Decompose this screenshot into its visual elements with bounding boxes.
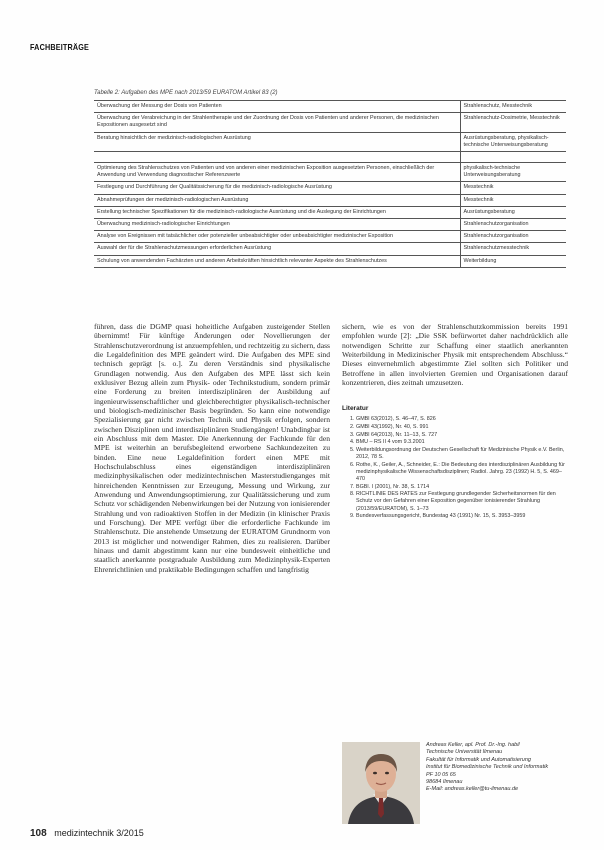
area-cell: Strahlenschutz-Dosimetrie, Messtechnik bbox=[460, 113, 566, 132]
task-cell: Überwachung der Messung der Dosis von Patienten bbox=[94, 101, 460, 113]
task-cell: Überwachung medizinisch-radiologischer Einrichtungen bbox=[94, 219, 460, 231]
task-cell: Beratung hinsichtlich der medizinisch-radiologischen Ausrüstung bbox=[94, 132, 460, 151]
area-cell: Strahlenschutz, Messtechnik bbox=[460, 101, 566, 113]
table-row bbox=[94, 163, 566, 182]
area-cell: Ausrüstungsberatung bbox=[460, 206, 566, 218]
table-row bbox=[94, 243, 566, 255]
task-cell: Analyse von Ereignissen mit tatsächlicher oder potenzieller unbeabsichtigter oder unbeabsichtigter medizinischer Exposition bbox=[94, 231, 460, 243]
right-column bbox=[342, 322, 568, 521]
reference-item: 1. GMBl 63(2012), S. 46–47, S. 826 bbox=[356, 416, 568, 423]
author-line: Institut für Biomedizinische Technik und Informatik bbox=[426, 764, 549, 771]
body-text-left: führen, dass die DGMP quasi hoheitliche Aufgaben zusteigender Stellen übernimmt! Für künftige Änderungen oder Novellierungen der Strahlenschutzverordnung ist anzuempfehlen, und rechtzeitig zu sichern, dass die Legaldefinition des MPE geändert wird. Die Aufgaben des MPE sind technisch geprägt [s. o.]. Zu deren Verständnis sind physikalische Grundlagen notwendig. Aus den Aufgaben des MPE lässt sich kein exklusiver Bezug allein zum Physik- oder Technikstudium, sondern primär eine Forderung zu breiten interdisziplinären der Ausbildung auf ingenieurwissenschaftlicher und gleichberechtigter physikalisch-technischer und biologisch-medizinischer Basis begründen. So kann eine notwendige Spezialisierung gar nicht zwischen Technik und Physik erfolgen, sondern zwischen Disziplinen und interdisziplinären Studiengängen! Unabdingbar ist ein Abschluss mit dem Master. Die Anerkennung der Fachkunde für den MPE ist weiterhin an berufsbegleitend erworbene Sachkundezeiten zu binden. Eine neue Legaldefinition fordert einen MPE mit Hochschulabschluss eines eigenständigen interdisziplinären medizinphysikalischen oder medizintechnischen Masterstudienganges mit hinreichenden Kenntnissen zur Erzeugung, Messung und Wirkung, zur Anwendung und Anwendungsoptimierung, zur Qualitätssicherung und zum Schutz vor schädigenden Nebenwirkungen bei der Nutzung von ionisierender Strahlung und von radioaktiven Stoffen in der Medizin (in klinischer Praxis und Forschung). Der MPE verfügt über die erforderliche Fachkunde im Strahlenschutz. Die anstehende Umsetzung der EURATOM Grundnorm von 2013 ist möglicher und notwendiger Rahmen, dies zu realisieren. Darüber hinaus und damit abgestimmt kann nur eine bundesweit einheitliche und staatlich anerkannte postgraduale Ausbildung zum Medizinphysik-Experten Ehrenrichtlinien und praktikable Bedingungen schaffen und langfristig bbox=[94, 322, 330, 574]
author-portrait bbox=[342, 742, 420, 824]
area-cell: Weiterbildung bbox=[460, 255, 566, 267]
author-info bbox=[426, 742, 568, 794]
reference-item: 8. RICHTLINIE DES RATES zur Festlegung grundlegender Sicherheitsnormen für den Schutz vor den Gefahren einer Exposition gegenüber ionisierender Strahlung (2013/59/EURATOM), S. 1–73 bbox=[356, 491, 568, 512]
author-email: E-Mail: andreas.keller@tu-ilmenau.de bbox=[426, 786, 519, 793]
task-cell: Abnahmeprüfungen der medizinisch-radiologischen Ausrüstung bbox=[94, 194, 460, 206]
task-table bbox=[94, 100, 566, 268]
table-row bbox=[94, 206, 566, 218]
author-line: Fakultät für Informatik und Automatisierung bbox=[426, 756, 531, 763]
reference-item: 6. Rothe, K., Geiler, A., Schneider, E.: Die Bedeutung des interdisziplinären Ausbildung für medizinphysikalische Wissenschaftsdisziplinen; Radiol. Jahrg. 23 (1992) H. 5, S. 469–470 bbox=[356, 462, 568, 483]
table-row bbox=[94, 255, 566, 267]
area-cell: physikalisch-technische Unterweisungsberatung bbox=[460, 163, 566, 182]
area-cell: Messtechnik bbox=[460, 194, 566, 206]
task-cell: Optimierung des Strahlenschutzes von Patienten und von anderen einer medizinischen Exposition ausgesetzten Personen, einschließlich der Anwendung und Verwendung diagnostischer Referenzwerte bbox=[94, 163, 460, 182]
table-row bbox=[94, 231, 566, 243]
reference-item: 7. BGBl. I (2001), Nr. 38, S. 1714 bbox=[356, 484, 568, 491]
reference-item: 3. GMBl 64(2013), Nr. 11–13, S. 727 bbox=[356, 432, 568, 439]
table-row bbox=[94, 132, 566, 151]
left-column bbox=[94, 322, 330, 574]
table-spacer bbox=[94, 152, 566, 163]
page-number: 108 bbox=[30, 828, 47, 839]
task-cell: Auswahl der für die Strahlenschutzmessungen erforderlichen Ausrüstung bbox=[94, 243, 460, 255]
reference-list bbox=[342, 416, 568, 520]
reference-item: 2. GMBl 43(1992), Nr. 40, S. 991 bbox=[356, 424, 568, 431]
area-cell: Ausrüstungsberatung, physikalisch-technische Unterweisungsberatung bbox=[460, 132, 566, 151]
literature-title: Literatur bbox=[342, 405, 369, 413]
table-row bbox=[94, 194, 566, 206]
table-row bbox=[94, 101, 566, 113]
area-cell: Strahlenschutzorganisation bbox=[460, 231, 566, 243]
page-footer bbox=[30, 828, 144, 839]
table-row bbox=[94, 219, 566, 231]
table-row bbox=[94, 113, 566, 132]
journal-name: medizintechnik 3/2015 bbox=[54, 828, 144, 838]
body-text-right: sichern, wie es von der Strahlenschutzkommission bereits 1991 empfohlen wurde [2]: „Die SSK befürwortet daher nachdrücklich alle notwendigen Schritte zur Schaffung einer staatlich anerkannten Weiterbildung in Medizinischer Physik mit entsprechendem Abschluss.“ Dieses einvernehmlich abgestimmte Ziel sollten sich Politiker und Betroffene in allen involvierten Gremien und Organisationen darauf konzentrieren, dies zeitnah umzusetzen. bbox=[342, 322, 568, 387]
reference-item: 5. Weiterbildungsordnung der Deutschen Gesellschaft für Medizinische Physik e.V. Berlin, 2012, 78 S. bbox=[356, 447, 568, 461]
area-cell: Strahlenschutzorganisation bbox=[460, 219, 566, 231]
area-cell: Strahlenschutzmesstechnik bbox=[460, 243, 566, 255]
task-cell: Schulung von anwendenden Fachärzten und anderen Arbeitskräften hinsichtlich relevanter Aspekte des Strahlenschutzes bbox=[94, 255, 460, 267]
task-cell: Festlegung und Durchführung der Qualitätssicherung für die medizinisch-radiologische Ausrüstung bbox=[94, 182, 460, 194]
task-cell: Überwachung der Verabreichung in der Strahlentherapie und der Zuordnung der Dosis von Patienten und anderer Personen, die medizinischen Expositionen ausgesetzt sind bbox=[94, 113, 460, 132]
area-cell: Messtechnik bbox=[460, 182, 566, 194]
author-line: Technische Universität Ilmenau bbox=[426, 749, 503, 756]
table-caption: Tabelle 2: Aufgaben des MPE nach 2013/59 EURATOM Artikel 83 (2) bbox=[94, 90, 278, 96]
author-name: Andreas Keller, apl. Prof. Dr.-Ing. habil bbox=[426, 742, 520, 748]
reference-item: 9. Bundesverfassungsgericht, Bundestag 43 (1991) Nr. 15, S. 3953–3959 bbox=[356, 513, 568, 520]
task-cell: Erstellung technischer Spezifikationen für die medizinisch-radiologische Ausrüstung und die Auslegung der Einrichtungen bbox=[94, 206, 460, 218]
author-line: 98684 Ilmenau bbox=[426, 779, 463, 786]
section-heading: FACHBEITRÄGE bbox=[30, 42, 90, 52]
author-line: PF 10 05 65 bbox=[426, 771, 456, 778]
table-row bbox=[94, 182, 566, 194]
reference-item: 4. BMU – RS II 4 vom 9.3.2001 bbox=[356, 439, 568, 446]
task-table-body bbox=[94, 101, 566, 268]
author-block bbox=[342, 742, 568, 826]
